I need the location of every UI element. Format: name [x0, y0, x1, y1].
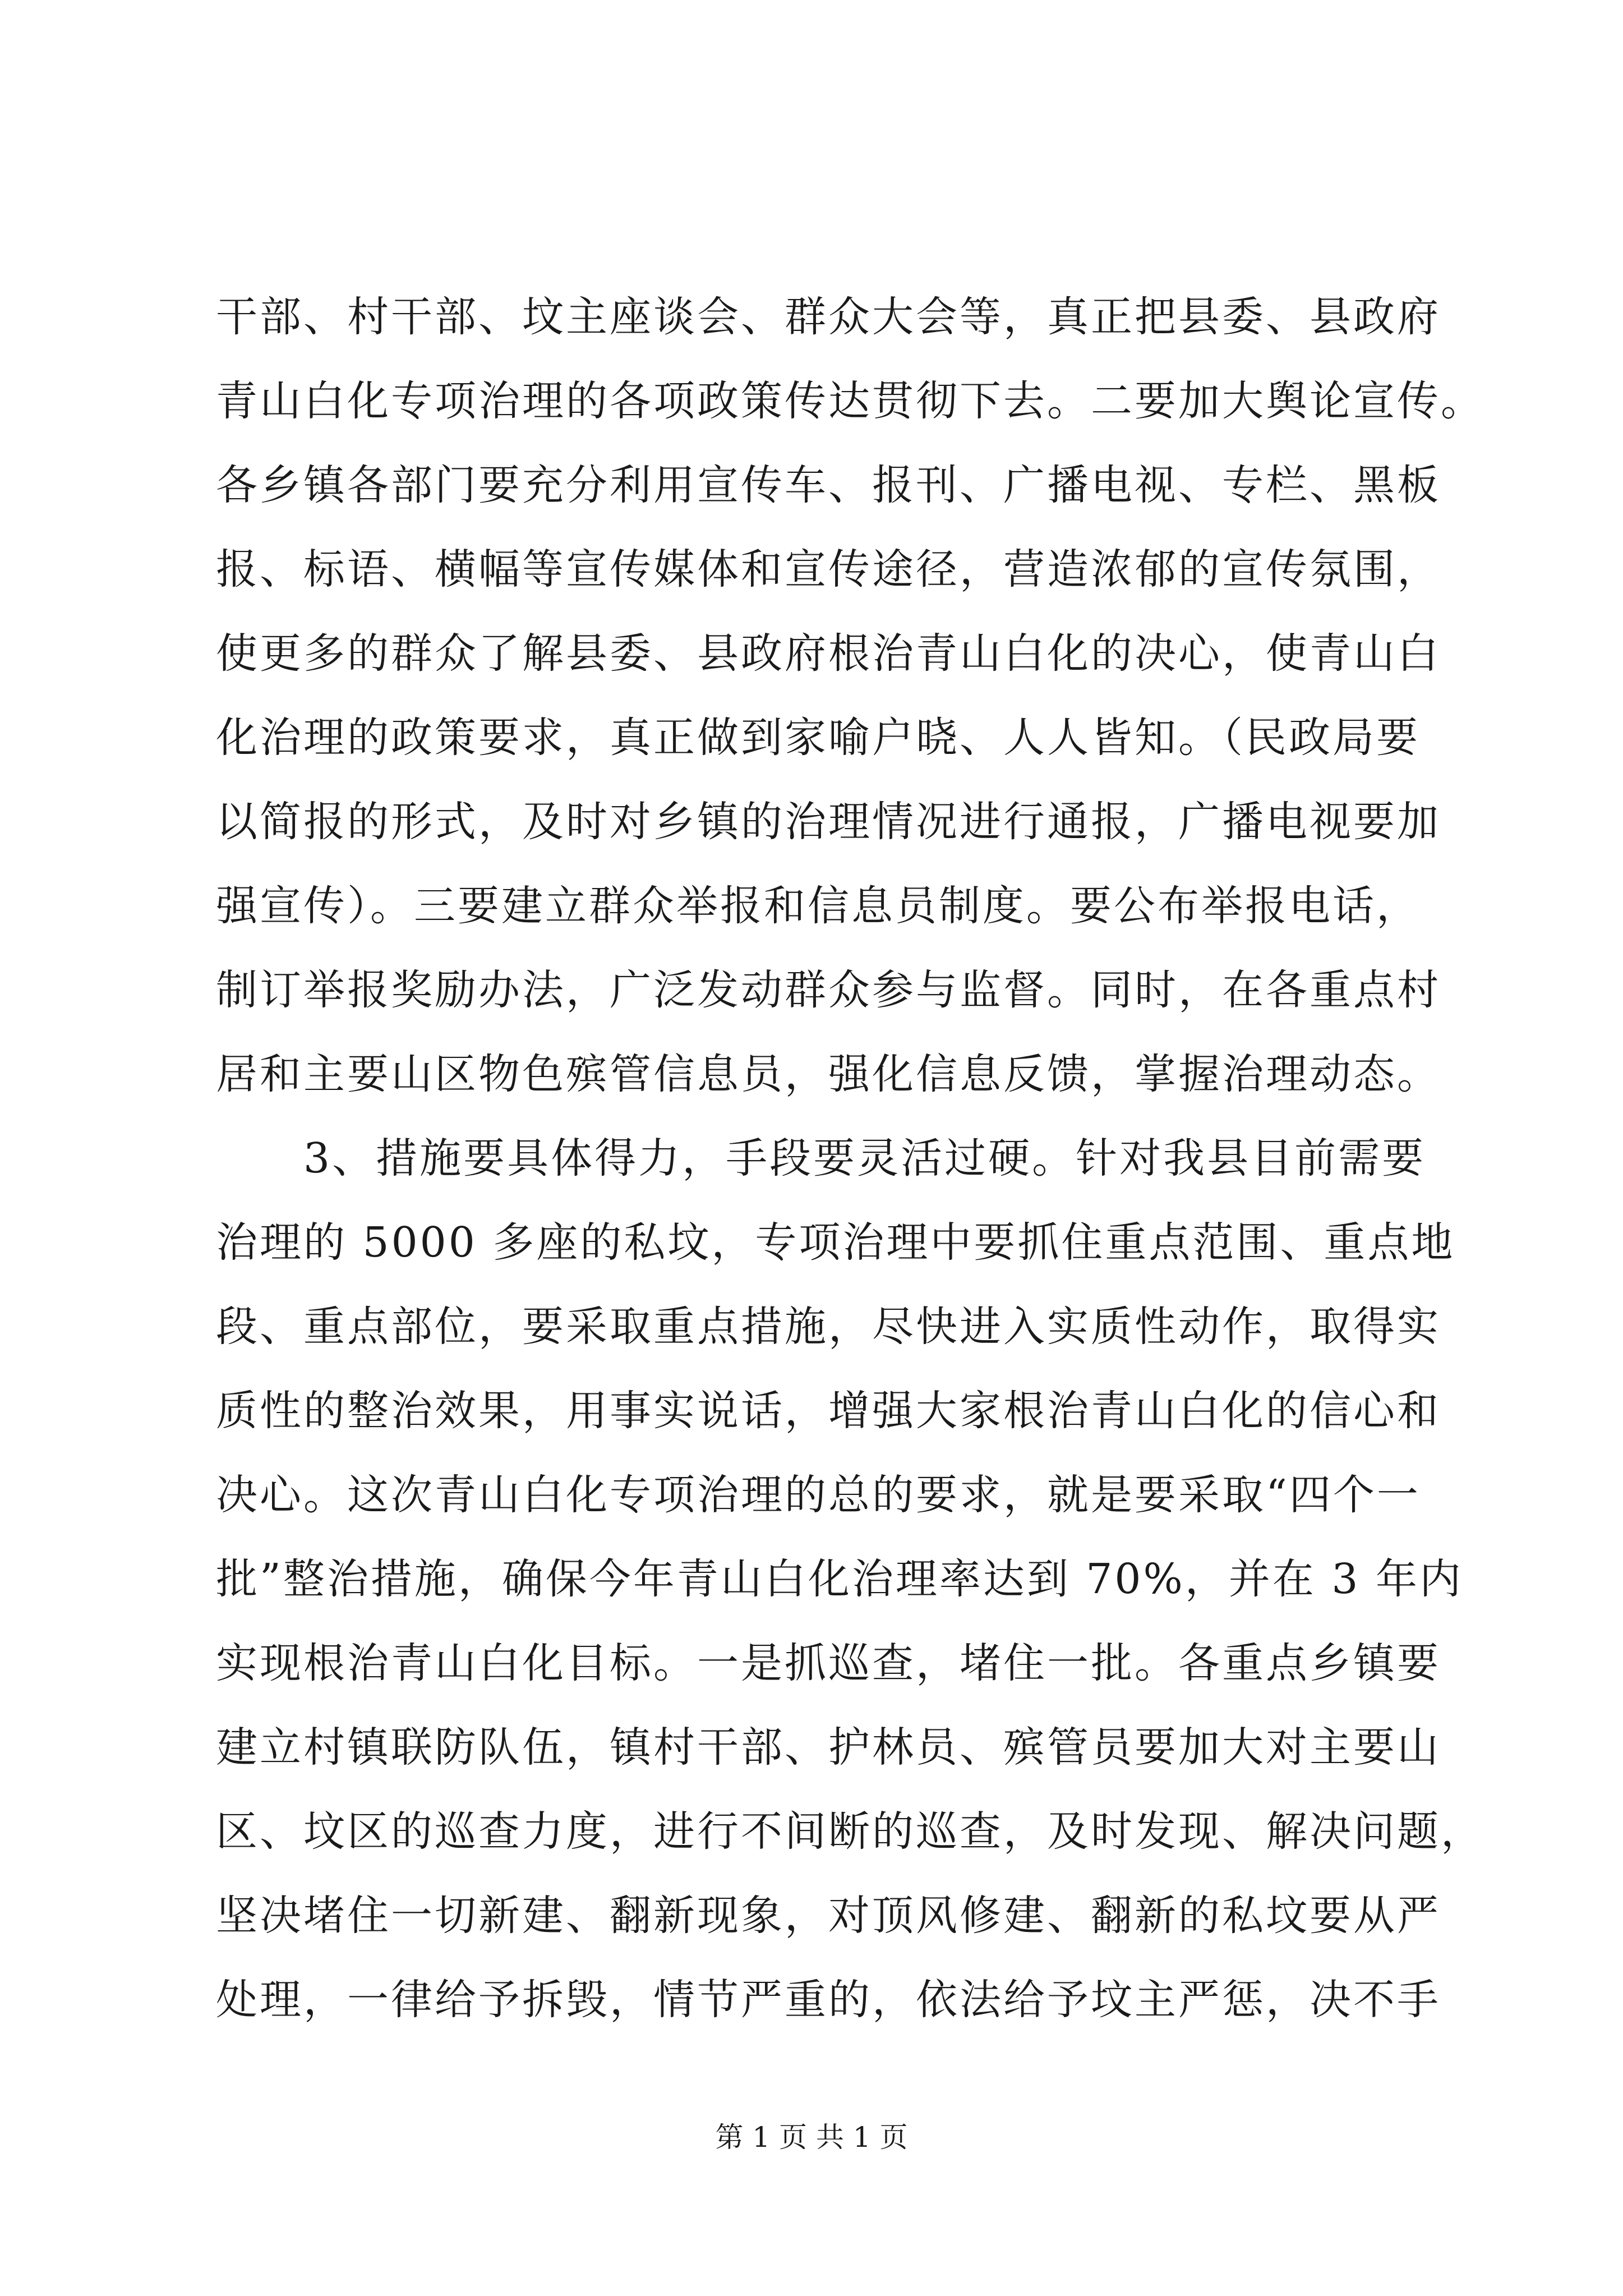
text-line: 治理的 5000 多座的私坟，专项治理中要抓住重点范围、重点地: [216, 1218, 1455, 1267]
text-line: 实现根治青山白化目标。一是抓巡查，堵住一批。各重点乡镇要: [216, 1639, 1441, 1687]
text-line: 干部、村干部、坟主座谈会、群众大会等，真正把县委、县政府: [216, 293, 1441, 341]
document-body: [216, 275, 1484, 2042]
text-line: 各乡镇各部门要充分利用宣传车、报刊、广播电视、专栏、黑板: [216, 461, 1441, 509]
page-number-label: 第 1 页 共 1 页: [715, 2121, 908, 2154]
text-line: 处理，一律给予拆毁，情节严重的，依法给予坟主严惩，决不手: [216, 1976, 1441, 2024]
text-line: 居和主要山区物色殡管信息员，强化信息反馈，掌握治理动态。: [216, 1050, 1441, 1098]
text-line: 建立村镇联防队伍，镇村干部、护林员、殡管员要加大对主要山: [216, 1723, 1441, 1772]
text-line: 质性的整治效果，用事实说话，增强大家根治青山白化的信心和: [216, 1387, 1441, 1435]
text-line: 制订举报奖励办法，广泛发动群众参与监督。同时，在各重点村: [216, 966, 1441, 1014]
text-line: 报、标语、横幅等宣传媒体和宣传途径，营造浓郁的宣传氛围，: [216, 545, 1441, 593]
text-line: 以简报的形式，及时对乡镇的治理情况进行通报，广播电视要加: [216, 798, 1441, 846]
text-line: 化治理的政策要求，真正做到家喻户晓、人人皆知。（民政局要: [216, 714, 1420, 762]
text-line: 段、重点部位，要采取重点措施，尽快进入实质性动作，取得实: [216, 1303, 1441, 1351]
text-line: 青山白化专项治理的各项政策传达贯彻下去。二要加大舆论宣传。: [216, 377, 1484, 425]
page-footer: [0, 2118, 1623, 2157]
text-line: 强宣传）。三要建立群众举报和信息员制度。要公布举报电话，: [216, 882, 1420, 930]
text-line: 3、措施要具体得力，手段要灵活过硬。针对我县目前需要: [216, 1134, 1426, 1182]
text-line: 决心。这次青山白化专项治理的总的要求，就是要采取“四个一: [216, 1471, 1421, 1519]
text-line: 批”整治措施，确保今年青山白化治理率达到 70%，并在 3 年内: [216, 1555, 1463, 1603]
text-line: 区、坟区的巡查力度，进行不间断的巡查，及时发现、解决问题，: [216, 1807, 1484, 1856]
text-line: 坚决堵住一切新建、翻新现象，对顶风修建、翻新的私坟要从严: [216, 1892, 1441, 1940]
text-line: 使更多的群众了解县委、县政府根治青山白化的决心，使青山白: [216, 629, 1441, 678]
